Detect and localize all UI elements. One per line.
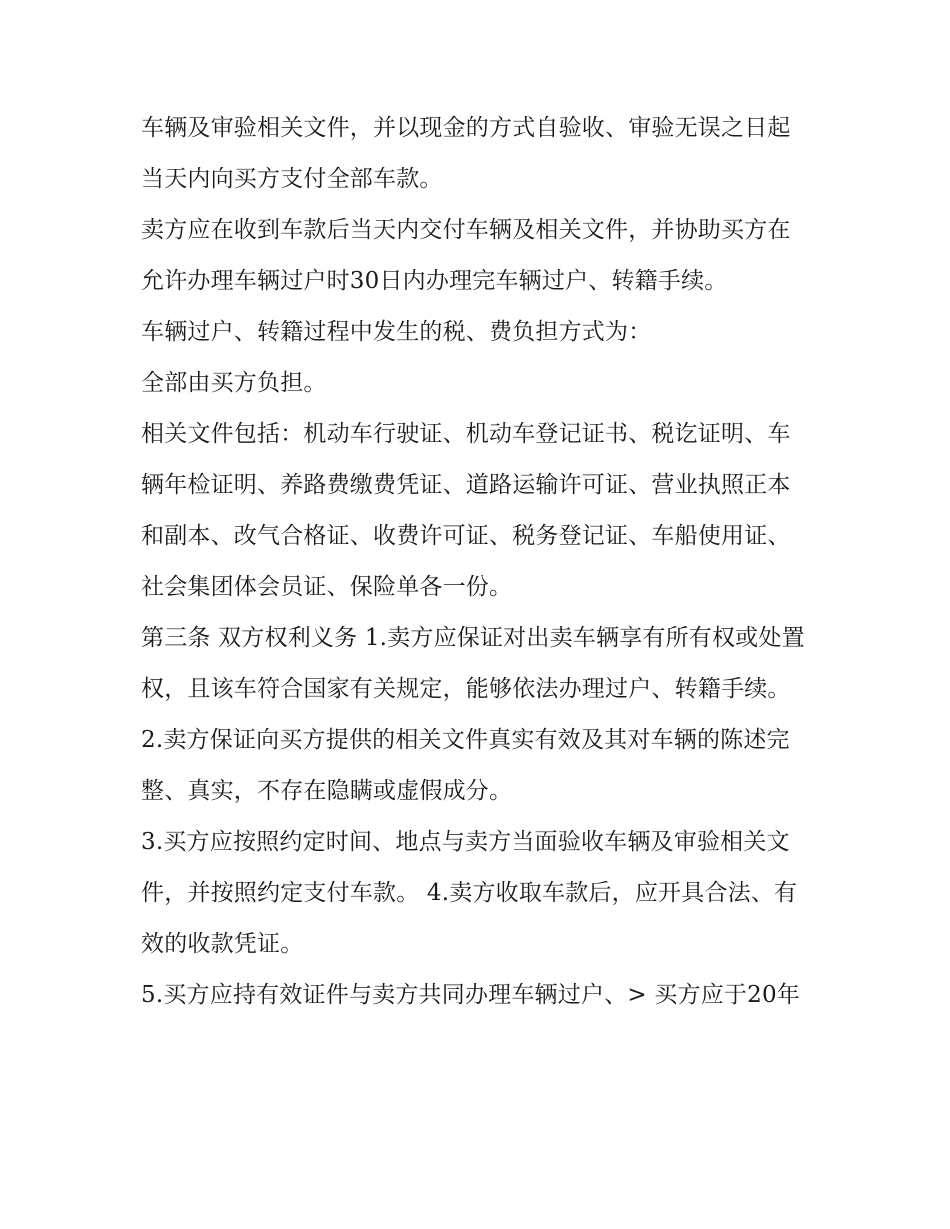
paragraph-payment-terms: 车辆及审验相关文件，并以现金的方式自验收、审验无误之日起当天内向买方支付全部车款。 bbox=[141, 115, 791, 192]
paragraph-article-three-item-1: 第三条 双方权利义务 1.卖方应保证对出卖车辆享有所有权或处置权，且该车符合国家有关规定，能够依法办理过户、转籍手续。 bbox=[141, 625, 805, 702]
paragraph-related-documents: 相关文件包括：机动车行驶证、机动车登记证书、税讫证明、车辆年检证明、养路费缴费凭证、道路运输许可证、营业执照正本和副本、改气合格证、收费许可证、税务登记证、车船使用证、社会集团体会员证、保险单各一份。 bbox=[141, 421, 791, 600]
paragraph-item-5: 5.买方应持有效证件与卖方共同办理车辆过户、> 买方应于20年 bbox=[141, 982, 800, 1008]
paragraph-item-2: 2.卖方保证向买方提供的相关文件真实有效及其对车辆的陈述完整、真实，不存在隐瞒或虚假成分。 bbox=[141, 727, 790, 804]
document-page bbox=[141, 103, 813, 1021]
paragraph-tax-fee-heading: 车辆过户、转籍过程中发生的税、费负担方式为： bbox=[141, 319, 652, 345]
paragraph-delivery-transfer: 卖方应在收到车款后当天内交付车辆及相关文件，并协助买方在允许办理车辆过户时30日内办理完车辆过户、转籍手续。 bbox=[141, 217, 791, 294]
paragraph-tax-fee-bearer: 全部由买方负担。 bbox=[141, 370, 327, 396]
paragraph-item-3-4: 3.买方应按照约定时间、地点与卖方当面验收车辆及审验相关文件，并按照约定支付车款。 4.卖方收取车款后，应开具合法、有效的收款凭证。 bbox=[141, 829, 798, 957]
